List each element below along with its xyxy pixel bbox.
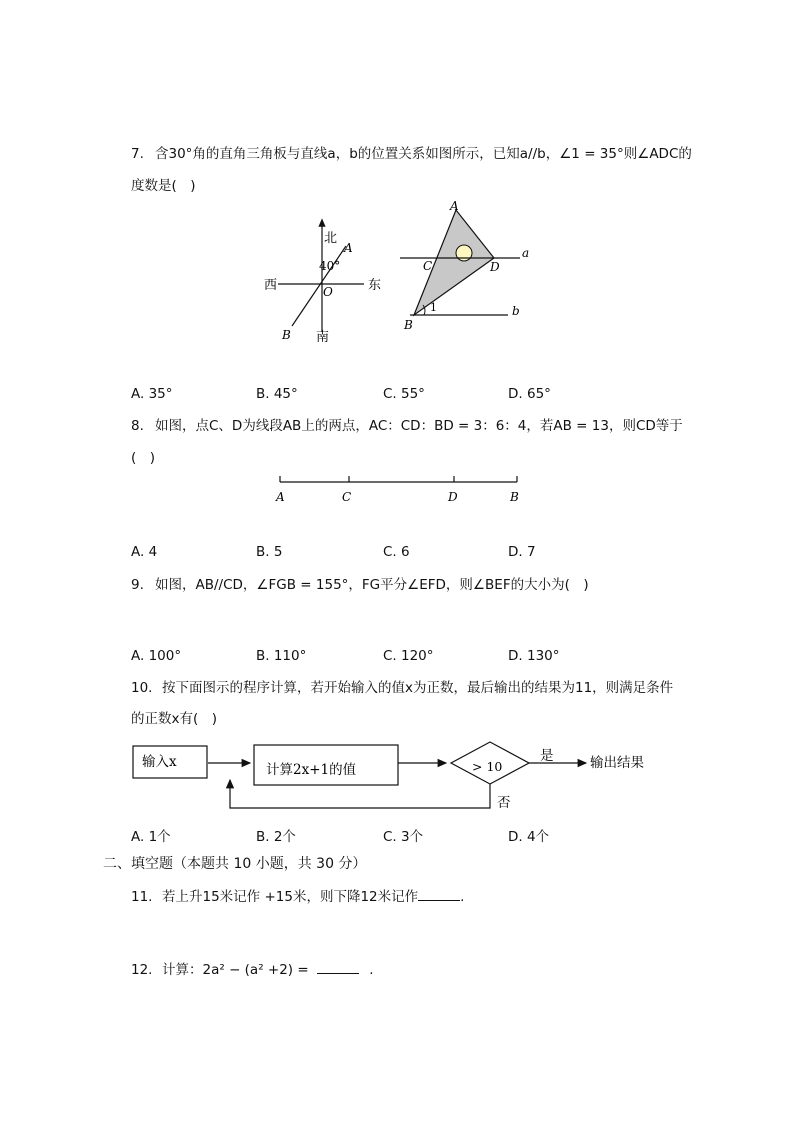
angle-40-label: 40° — [319, 259, 341, 273]
point-d-label: D — [490, 260, 500, 274]
q11-text — [162, 888, 464, 906]
q10-option-b[interactable]: B. 2个 — [256, 829, 296, 845]
q7-text-line2: 度数是( ) — [131, 178, 196, 194]
q9-text-line1: 如图，AB//CD，∠FGB = 155°，FG平分∠EFD，则∠BEF的大小为( ) — [155, 577, 589, 593]
q7-option-a[interactable]: A. 35° — [131, 386, 173, 402]
q9-option-c[interactable]: C. 120° — [383, 648, 434, 664]
point-d-label: D — [448, 490, 458, 504]
input-label: 输入x — [142, 754, 177, 770]
q8-text-line1: 如图，点C、D为线段AB上的两点，AC：CD：BD = 3：6：4，若AB = 13，则CD等于 — [155, 418, 683, 434]
west-label: 西 — [264, 278, 278, 293]
output-label: 输出结果 — [590, 755, 644, 771]
yes-label: 是 — [540, 748, 554, 764]
triangle-hole — [456, 245, 472, 261]
q8-option-b[interactable]: B. 5 — [256, 544, 283, 560]
no-label: 否 — [497, 795, 511, 811]
line-b-label: b — [512, 304, 520, 318]
q12-answer-blank[interactable] — [317, 961, 359, 974]
ray-oa-ob — [292, 246, 346, 326]
q10-number: 10. — [131, 680, 153, 696]
q12-number: 12. — [131, 962, 153, 978]
q7-option-d[interactable]: D. 65° — [508, 386, 551, 402]
q11-period: . — [460, 889, 465, 905]
q12-period: . — [369, 962, 374, 978]
q10-option-c[interactable]: C. 3个 — [383, 829, 424, 845]
point-b-label: B — [404, 318, 413, 332]
q9-option-d[interactable]: D. 130° — [508, 648, 560, 664]
compass-figure — [258, 214, 388, 348]
north-label: 北 — [324, 231, 338, 246]
segment-figure — [272, 470, 528, 510]
q7-option-b[interactable]: B. 45° — [256, 386, 298, 402]
point-b-label: B — [510, 490, 519, 504]
q8-option-a[interactable]: A. 4 — [131, 544, 158, 560]
q11-number: 11. — [131, 889, 153, 905]
q10-text-line2: 的正数x有( ) — [131, 711, 218, 727]
compute-label: 计算2x+1的值 — [266, 762, 357, 778]
q8-number: 8. — [131, 418, 144, 434]
q9-option-b[interactable]: B. 110° — [256, 648, 307, 664]
condition-label: > 10 — [472, 759, 503, 774]
q11-answer-blank[interactable] — [418, 888, 460, 901]
point-a-label: A — [276, 490, 285, 504]
q8-option-d[interactable]: D. 7 — [508, 544, 536, 560]
q7-option-c[interactable]: C. 55° — [383, 386, 425, 402]
point-a-label: A — [344, 241, 353, 255]
east-label: 东 — [368, 278, 382, 293]
section-2-heading: 二、填空题（本题共 10 小题，共 30 分） — [103, 856, 367, 872]
angle-1-label: 1 — [430, 301, 437, 314]
point-c-label: C — [342, 490, 352, 504]
triangle-figure — [396, 198, 536, 336]
point-o-label: O — [323, 285, 333, 299]
q12-text — [162, 961, 374, 979]
point-b-label: B — [282, 328, 291, 342]
q8-text-line2: ( ) — [131, 450, 156, 466]
q10-text-line1: 按下面图示的程序计算，若开始输入的值x为正数，最后输出的结果为11，则满足条件 — [162, 680, 674, 696]
q8-option-c[interactable]: C. 6 — [383, 544, 410, 560]
q9-number: 9. — [131, 577, 144, 593]
line-a-label: a — [522, 246, 530, 260]
q9-option-a[interactable]: A. 100° — [131, 648, 182, 664]
q10-option-d[interactable]: D. 4个 — [508, 829, 550, 845]
q10-option-a[interactable]: A. 1个 — [131, 829, 171, 845]
point-a-label: A — [450, 199, 459, 213]
flowchart-figure — [128, 736, 668, 816]
south-label: 南 — [316, 330, 330, 345]
point-c-label: C — [423, 259, 433, 273]
q7-text-line1: 含30°角的直角三角板与直线a，b的位置关系如图所示，已知a//b，∠1 = 35°则∠ADC的 — [155, 146, 692, 162]
q11-text-body: 若上升15米记作 +15米，则下降12米记作 — [162, 889, 419, 905]
q12-text-body: 计算：2a² − (a² +2) = — [162, 962, 309, 978]
q7-number: 7. — [131, 146, 144, 162]
